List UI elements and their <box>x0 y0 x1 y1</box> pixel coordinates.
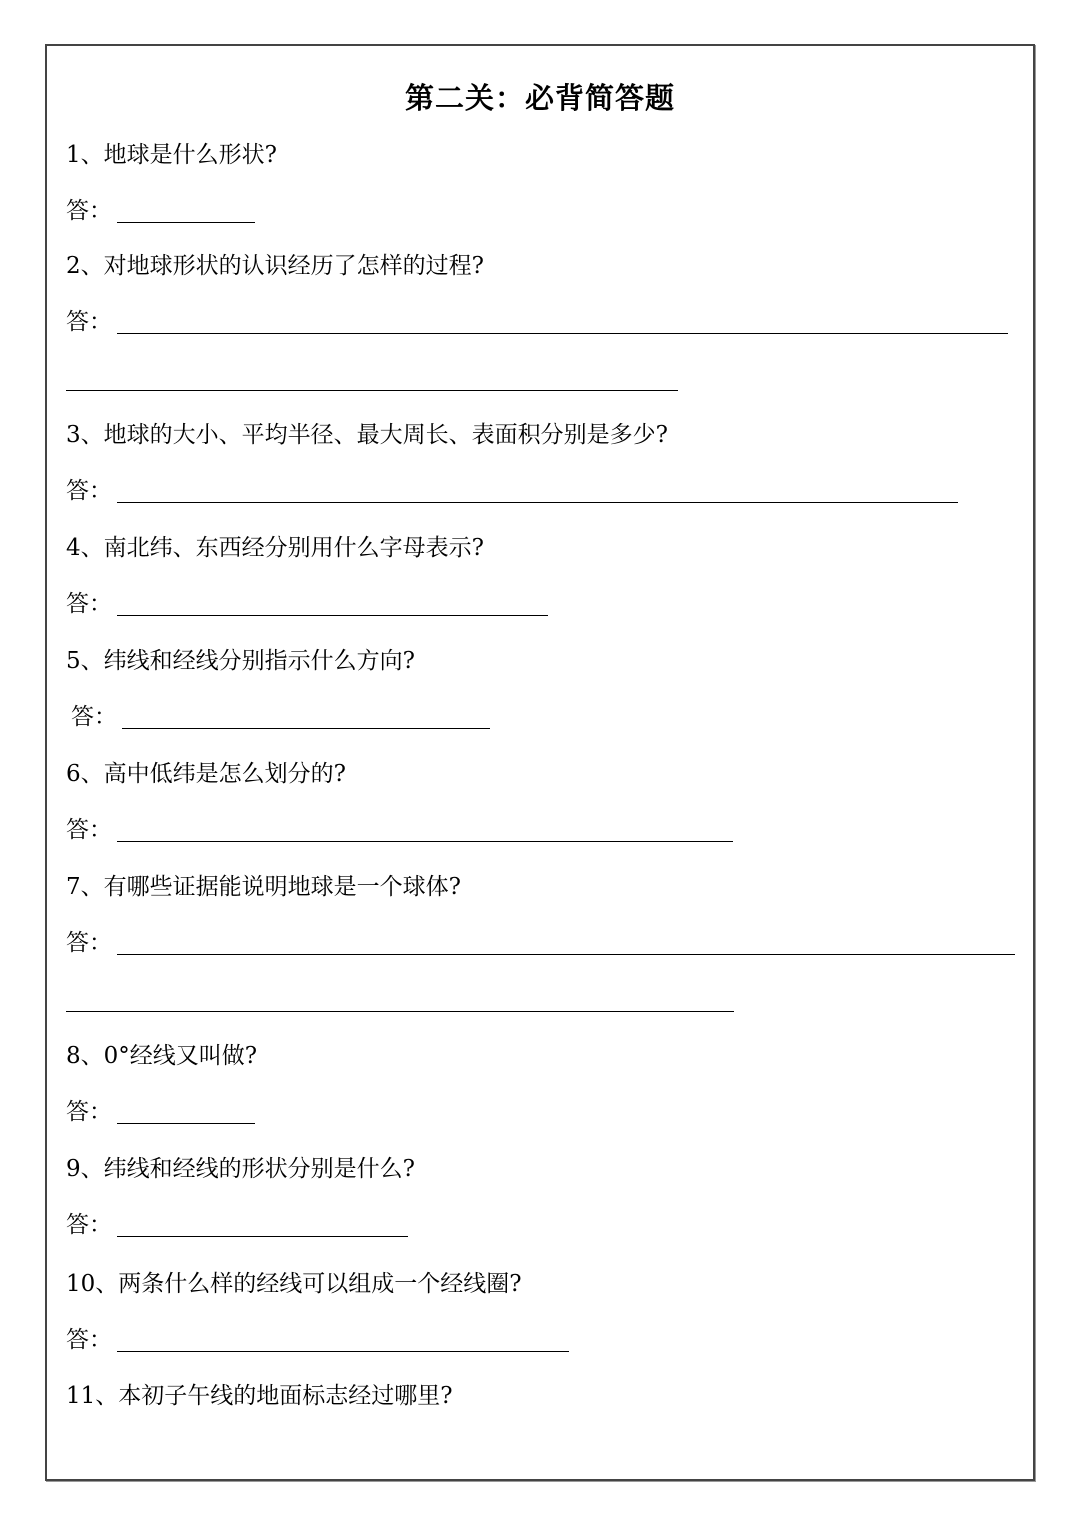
question-5: 5、纬线和经线分别指示什么方向? <box>66 648 415 674</box>
question-9: 9、纬线和经线的形状分别是什么? <box>66 1156 415 1182</box>
answer-label-1: 答： <box>66 198 112 224</box>
question-4: 4、南北纬、东西经分别用什么字母表示? <box>66 535 484 561</box>
answer-label-10: 答： <box>66 1327 112 1353</box>
question-7: 7、有哪些证据能说明地球是一个球体? <box>66 874 461 900</box>
answer-label-6: 答： <box>66 817 112 843</box>
answer-label-9: 答： <box>66 1212 112 1238</box>
answer-line-7b[interactable] <box>66 1011 734 1012</box>
answer-line-8[interactable] <box>117 1123 255 1124</box>
answer-label-7: 答： <box>66 930 112 956</box>
answer-line-3[interactable] <box>117 502 958 503</box>
question-10: 10、两条什么样的经线可以组成一个经线圈? <box>66 1271 522 1297</box>
question-8: 8、0°经线又叫做? <box>66 1043 258 1069</box>
answer-line-6[interactable] <box>117 841 733 842</box>
question-3: 3、地球的大小、平均半径、最大周长、表面积分别是多少? <box>66 422 668 448</box>
answer-line-4[interactable] <box>117 615 548 616</box>
answer-line-1[interactable] <box>117 222 255 223</box>
answer-label-3: 答： <box>66 478 112 504</box>
answer-line-10[interactable] <box>117 1351 569 1352</box>
question-11: 11、本初子午线的地面标志经过哪里? <box>66 1383 453 1409</box>
answer-label-4: 答： <box>66 591 112 617</box>
answer-label-2: 答： <box>66 309 112 335</box>
answer-line-7a[interactable] <box>117 954 1015 955</box>
answer-label-8: 答： <box>66 1099 112 1125</box>
answer-line-2b[interactable] <box>66 390 678 391</box>
question-6: 6、高中低纬是怎么划分的? <box>66 761 346 787</box>
page-title: 第二关：必背简答题 <box>404 81 675 115</box>
answer-label-5: 答： <box>71 704 117 730</box>
answer-line-2a[interactable] <box>117 333 1008 334</box>
question-2: 2、对地球形状的认识经历了怎样的过程? <box>66 253 484 279</box>
answer-line-5[interactable] <box>122 728 490 729</box>
question-1: 1、地球是什么形状? <box>66 142 277 168</box>
answer-line-9[interactable] <box>117 1236 408 1237</box>
